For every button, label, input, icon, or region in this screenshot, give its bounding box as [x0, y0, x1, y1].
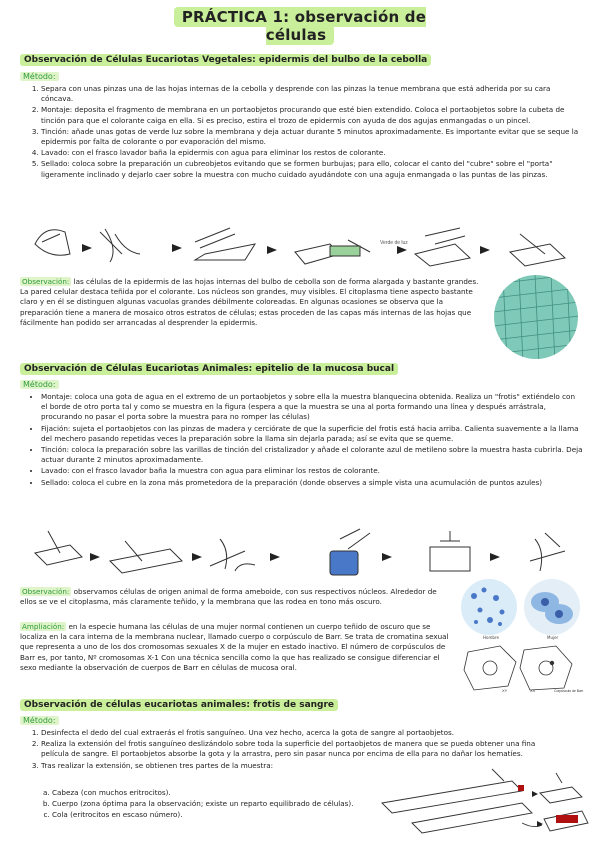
ampliacion-paragraph	[20, 622, 452, 673]
steps-list-animal	[24, 392, 583, 489]
onion-cells-micrograph	[493, 274, 579, 360]
observation-vegetal	[20, 277, 482, 328]
section-heading-animal: Observación de Células Eucariotas Animales: epitelio de la mucosa bucal	[20, 364, 398, 374]
list-item: 2. Montaje: deposita el fragmento de membrana en un portaobjetos procurando que esté bien extendido. Coloca el portaobjetos sobre la cubeta de tinción para que el colorante caiga en ella. Si es preciso, estira el trozo de epidermis con ayuda de dos agujas enmangadas o un pincel.	[41, 105, 583, 125]
diagram-label-barr: Corpúsculo de Barr	[554, 689, 584, 693]
onion-procedure-illustration	[30, 214, 575, 270]
metodo-label-2: Método:	[20, 380, 59, 389]
mucosa-micrograph-men	[460, 578, 518, 636]
list-item: 2. Realiza la extensión del frotis sanguíneo deslizándolo sobre toda la superficie del portaobjetos de manera que se pueda obtener una fina película de sangre. El portaobjetos absorbe la gota y la arrastra, pero sin pasar nunca por encima de ella para no dañar los hematíes.	[41, 739, 561, 759]
list-item: b. Cuerpo (zona óptima para la observación; existe un reparto equilibrado de células).	[52, 799, 356, 809]
strip-label-verde: Verde de luz	[380, 240, 408, 246]
list-item: 3. Tinción: añade unas gotas de verde luz sobre la membrana y deja actuar durante 5 minutos aproximadamente. Es importante evitar que se seque la epidermis por falta de colorante o por evaporación del mismo.	[41, 127, 583, 147]
observation-label-2: Observación:	[22, 587, 70, 596]
observation-text-1: las células de la epidermis de las hojas internas del bulbo de cebolla son de forma alargada y bastante grandes. La pared celular destaca teñida por el colorante. Los núcleos son grandes, muy visibles. El citoplasma tiene aspecto bastante claro y en él se distinguen algunas vacuolas grandes débilmente coloreadas. En algunas ocasiones se observa que la preparación tiene a manera de mosaico otros estratos de células; estas proceden de las capas más internas de las hojas que fácilmente han podido ser arrancadas al desprender la epidermis.	[20, 277, 479, 327]
diagram-label-xy: XY	[502, 688, 508, 693]
barr-body-diagram	[460, 642, 584, 694]
mucosa-micrograph-women	[523, 578, 581, 636]
ampliacion-text: en la especie humana las células de una mujer normal contienen un cuerpo teñido de oscuro que se localiza en la cara interna de la membrana nuclear, llamado cuerpo o corpúsculo de Barr. Se trata de cromatina sexual que representa a uno de los dos cromosomas sexuales X de la mujer en estado inactivo. El número de corpúsculos de Barr es, por tanto, Nº cromosomas X-1 Con una técnica sencilla como la que has realizado se consigue diferenciar el sexo mediante la observación de cuerpos de Barr en células de mucosa oral.	[20, 622, 449, 672]
mucosa-procedure-illustration	[30, 521, 575, 581]
section-heading-vegetal: Observación de Células Eucariotas Vegetales: epidermis del bulbo de la cebolla	[20, 55, 431, 65]
list-item: • Fijación: sujeta el portaobjetos con las pinzas de madera y cerciórate de que la superficie del frotis está hacia arriba. Calienta suavemente a la llama del mechero pasando repetidas veces la preparación sobre la llama sin dejarla parada; así se evita que se queme.	[41, 424, 583, 444]
list-item: c. Cola (eritrocitos en escaso número).	[52, 810, 356, 820]
list-item: • Montaje: coloca una gota de agua en el extremo de un portaobjetos y sobre ella la muestra blanquecina obtenida. Realiza un "frotis" extiéndelo con el borde de otro porta tal y como se muestra en la figura (espera a que la muestra se una al porta formando una línea y después arrástrala, procurando no pasar el porta sobre la muestra para no romper las células)	[41, 392, 583, 423]
metodo-label-1: Método:	[20, 72, 59, 81]
list-item: a. Cabeza (con muchos eritrocitos).	[52, 788, 356, 798]
metodo-label-3: Método:	[20, 716, 59, 725]
list-item: 5. Sellado: coloca sobre la preparación un cubreobjetos evitando que se formen burbujas; para ello, colocar el canto del "cubre" sobre el "porta" ligeramente inclinado y dejarlo caer sobre la muestra con mucho cuidado ayudándote con una aguja enmangada o las puntas de las pinzas.	[41, 159, 583, 179]
list-item: 3. Tras realizar la extensión, se obtienen tres partes de la muestra:	[41, 761, 561, 771]
page-title: PRÁCTICA 1: observación de células	[150, 8, 450, 44]
list-item: 4. Lavado: con el frasco lavador baña la epidermis con agua para eliminar los restos de colorante.	[41, 148, 583, 158]
list-item: • Sellado: coloca el cubre en la zona más prometedora de la preparación (donde observes a simple vista una acumulación de puntos azules)	[41, 478, 583, 488]
observation-animal	[20, 587, 452, 607]
list-item: 1. Desinfecta el dedo del cual extraerás el frotis sanguíneo. Una vez hecho, acerca la gota de sangre al portaobjetos.	[41, 728, 561, 738]
list-item: • Tinción: coloca la preparación sobre las varillas de tinción del cristalizador y añade el colorante azul de metileno sobre la muestra hasta cubrirla. Deja actuar durante 2 minutos aproximadamente.	[41, 445, 583, 465]
blood-parts-list	[36, 788, 356, 822]
diagram-label-xx: XX	[530, 688, 536, 693]
steps-list-vegetal	[24, 84, 583, 181]
ampliacion-label: Ampliación:	[22, 622, 65, 631]
micrograph-label-women: Mujer	[547, 635, 559, 640]
blood-smear-illustration	[372, 763, 590, 843]
list-item: 1. Separa con unas pinzas una de las hojas internas de la cebolla y desprende con las pinzas la tenue membrana que está adherida por su cara cóncava.	[41, 84, 583, 104]
micrograph-label-men: Hombre	[483, 635, 499, 640]
section-heading-sangre: Observación de células eucariotas animales: frotis de sangre	[20, 700, 338, 710]
observation-text-2: observamos células de origen animal de forma ameboide, con sus respectivos núcleos. Alrededor de ellos se ve el citoplasma, más claramente teñido, y la membrana que las rodea en tono más oscuro.	[20, 587, 437, 607]
observation-label-1: Observación:	[22, 277, 70, 286]
list-item: • Lavado: con el frasco lavador baña la muestra con agua para eliminar los restos de colorante.	[41, 466, 583, 476]
